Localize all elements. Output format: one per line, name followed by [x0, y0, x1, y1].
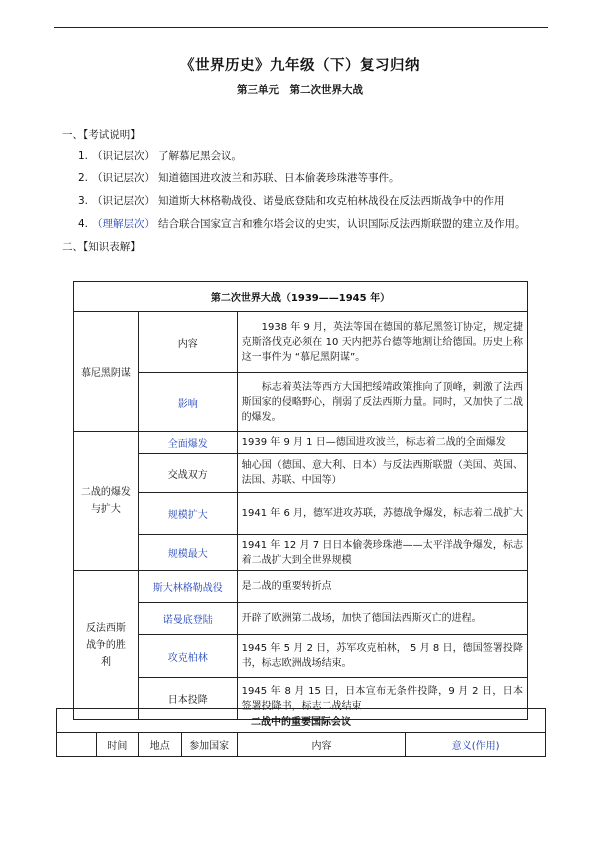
- item-number: 1.: [78, 150, 89, 162]
- row-label: 诺曼底登陆: [138, 603, 237, 635]
- item-level: （理解层次）: [92, 218, 155, 230]
- row-text: 1938 年 9 月，英法等国在德国的慕尼黑签订协定，规定捷克斯洛伐克必须在 10 天内把苏台德等地割让给德国。历史上称这一事件为 “慕尼黑阴谋”。: [237, 312, 527, 373]
- row-text: 1941 年 6 月，德军进攻苏联，苏德战争爆发，标志着二战扩大: [237, 493, 527, 535]
- row-label: 影响: [138, 373, 237, 432]
- row-label: 规模最大: [138, 535, 237, 571]
- column-header-significance: 意义(作用): [406, 733, 546, 757]
- row-label: 规模扩大: [138, 493, 237, 535]
- row-text: 1945 年 8 月 15 日，日本宣布无条件投降，9 月 2 日，日本签署投降书，标志二战结束: [237, 678, 527, 720]
- item-number: 3.: [78, 195, 89, 207]
- column-header-countries: 参加国家: [181, 733, 237, 757]
- group-outbreak: 二战的爆发与扩大: [74, 432, 139, 571]
- item-text: 知道德国进攻波兰和苏联、日本偷袭珍珠港等事件。: [158, 172, 400, 184]
- column-header-time: 时间: [96, 733, 138, 757]
- exam-item-3: [78, 193, 505, 208]
- group-victory: 反法西斯战争的胜利: [74, 571, 139, 720]
- header-rule: [54, 27, 548, 28]
- row-label: 攻克柏林: [138, 635, 237, 678]
- section-exam-heading: 一、【考试说明】: [62, 129, 141, 141]
- item-level: （识记层次）: [92, 172, 155, 184]
- item-number: 4.: [78, 218, 89, 230]
- group-munich: 慕尼黑阴谋: [74, 312, 139, 432]
- exam-item-4: [78, 216, 526, 231]
- row-text: 是二战的重要转折点: [237, 571, 527, 603]
- column-header-content: 内容: [237, 733, 406, 757]
- item-text: 了解慕尼黑会议。: [158, 150, 242, 162]
- column-header: [57, 733, 97, 757]
- row-label: 内容: [138, 312, 237, 373]
- row-text: 轴心国（德国、意大利、日本）与反法西斯联盟（美国、英国、法国、苏联、中国等）: [237, 454, 527, 493]
- item-level: （识记层次）: [92, 150, 155, 162]
- item-number: 2.: [78, 172, 89, 184]
- item-text: 结合联合国家宣言和雅尔塔会议的史实，认识国际反法西斯联盟的建立及作用。: [158, 218, 526, 230]
- row-label: 斯大林格勒战役: [138, 571, 237, 603]
- exam-item-2: [78, 170, 400, 185]
- unit-subtitle: 第三单元 第二次世界大战: [237, 84, 363, 96]
- item-text: 知道斯大林格勒战役、诺曼底登陆和攻克柏林战役在反法西斯战争中的作用: [158, 195, 505, 207]
- row-label: 日本投降: [138, 678, 237, 720]
- item-level: （识记层次）: [92, 195, 155, 207]
- row-text: 1939 年 9 月 1 日—德国进攻波兰，标志着二战的全面爆发: [237, 432, 527, 454]
- page-title: 《世界历史》九年级（下）复习归纳: [180, 58, 420, 74]
- column-header-place: 地点: [138, 733, 181, 757]
- row-text: 标志着英法等西方大国把绥靖政策推向了顶峰，刺激了法西斯国家的侵略野心，削弱了反法西斯力量。同时，又加快了二战的爆发。: [237, 373, 527, 432]
- ww2-summary-table: [73, 281, 528, 720]
- row-label: 交战双方: [138, 454, 237, 493]
- table2-title: 二战中的重要国际会议: [57, 709, 546, 733]
- exam-item-1: [78, 148, 242, 163]
- row-text: 1945 年 5 月 2 日，苏军攻克柏林， 5 月 8 日，德国签署投降书，标志欧洲战场结束。: [237, 635, 527, 678]
- row-label: 全面爆发: [138, 432, 237, 454]
- table1-title: 第二次世界大战（1939——1945 年）: [74, 282, 528, 312]
- row-text: 1941 年 12 月 7 日日本偷袭珍珠港——太平洋战争爆发，标志着二战扩大到全世界规模: [237, 535, 527, 571]
- row-text: 开辟了欧洲第二战场，加快了德国法西斯灭亡的进程。: [237, 603, 527, 635]
- section-knowledge-heading: 二、【知识表解】: [62, 241, 141, 253]
- conference-table: [56, 708, 546, 757]
